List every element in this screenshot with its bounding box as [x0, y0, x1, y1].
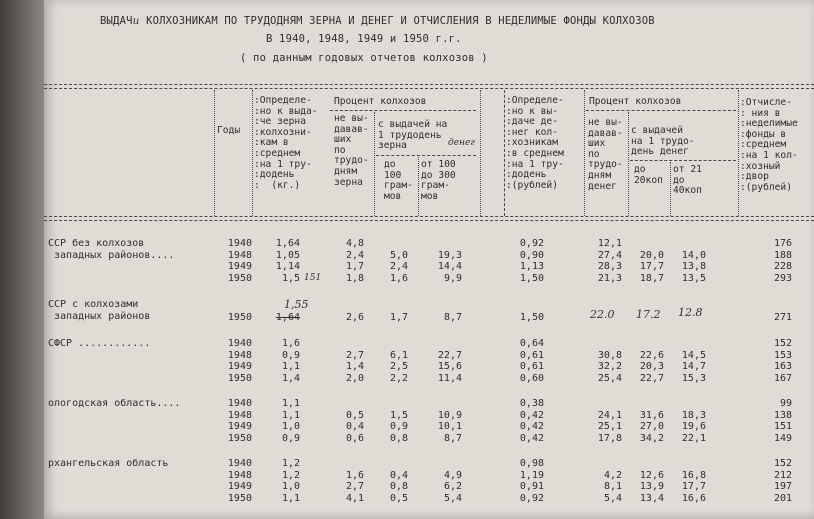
handwritten-money-none: 22.0	[590, 308, 615, 321]
cell-money-none: 12,1 27,4 28,3 21,3	[597, 238, 622, 284]
header-grain-upto-100: до 100 грам- мов	[384, 159, 413, 202]
header-grain-100-300: от 100 до 300 грам- мов	[421, 159, 456, 202]
col-sep	[504, 90, 505, 216]
col-sep	[214, 90, 215, 216]
cell-grain-none: 1,6 2,7 4,1	[345, 469, 364, 504]
cell-money-21-40: 14,0 13,8 13,5	[681, 249, 706, 284]
page-subtitle-source: ( по данным годовых отчетов колхозов )	[240, 52, 488, 64]
row-label: ологодская область....	[48, 398, 181, 409]
header-money-per-day: :Определе- :но к вы- :даче де- :нег кол- :хозникам :в среднем :на 1 тру- :додень :(рублей)	[506, 95, 564, 191]
cell-grain-upto-100: 6,1 2,5 2,2	[389, 349, 408, 384]
row-label: рхангельская область	[48, 458, 169, 469]
cell-money-upto-20: 12,6 13,9 13,4	[639, 469, 664, 504]
header-money-group: Процент колхозов	[589, 96, 682, 107]
grain-group-rule	[330, 110, 476, 111]
cell-funds: 152 153 163 167	[773, 338, 792, 384]
row-label: СФСР ............	[48, 338, 151, 349]
cell-grain: 1,2 1,2 1,0 1,1	[281, 458, 300, 504]
col-sep	[418, 157, 419, 216]
row-label: ССР с колхозами западных районов	[48, 299, 151, 322]
cell-money: 0,38 0,42 0,42 0,42	[519, 398, 544, 444]
header-grain-none: не вы- давав- ших по трудо- дням зерна	[334, 113, 369, 188]
cell-money-21-40: 16,8 17,7 16,6	[681, 469, 706, 504]
col-sep	[252, 90, 253, 216]
header-money-21-40: от 21 до 40коп	[673, 164, 702, 197]
cell-money: 0,64 0,61 0,61 0,60	[519, 338, 544, 384]
header-money-none: не вы- давав- ших по трудо- дням денег	[588, 117, 623, 192]
cell-grain-100-300: 22,7 15,6 11,4	[437, 349, 462, 384]
cell-funds: 176 188 228 293	[773, 238, 792, 284]
cell-grain: 1,64 1,05 1,14 1,5	[275, 238, 300, 284]
cell-money-none: 30,8 32,2 25,4	[597, 349, 622, 384]
cell-money-21-40: 14,5 14,7 15,3	[681, 349, 706, 384]
cell-funds: 99 138 151 149	[773, 398, 792, 444]
col-sep	[374, 112, 375, 216]
cell-grain: 1,64	[275, 312, 300, 323]
header-grain-handwritten: денег	[448, 138, 475, 148]
cell-grain-100-300: 8,7	[443, 312, 462, 323]
col-sep	[670, 162, 671, 216]
header-bottom-rule-2	[44, 220, 814, 221]
cell-funds: 152 212 197 201	[773, 458, 792, 504]
handwritten-correction: 1,55	[284, 298, 309, 311]
row-years: 1950	[227, 312, 252, 323]
grain-sub-rule	[376, 155, 476, 156]
row-years: 1940 1948 1949 1950	[227, 338, 252, 384]
cell-grain-upto-100: 1,7	[389, 312, 408, 323]
col-sep	[584, 90, 585, 216]
cell-money-21-40: 18,3 19,6 22,1	[681, 409, 706, 444]
row-years: 1940 1948 1949 1950	[227, 458, 252, 504]
header-grain-sub: с выдачей на 1 трудодень зерна	[378, 119, 448, 152]
table-top-rule-2	[44, 88, 814, 89]
cell-money-none: 24,1 25,1 17,8	[597, 409, 622, 444]
cell-funds: 271	[773, 312, 792, 323]
money-group-rule	[586, 110, 736, 111]
page-subtitle-years: В 1940, 1948, 1949 и 1950 г.г.	[266, 33, 462, 45]
cell-money-upto-20: 31,6 27,0 34,2	[639, 409, 664, 444]
cell-money: 0,98 1,19 0,91 0,92	[519, 458, 544, 504]
cell-grain-none: 2,6	[345, 312, 364, 323]
row-years: 1940 1948 1949 1950	[227, 238, 252, 284]
col-sep	[738, 90, 739, 216]
header-grain-group: Процент колхозов	[334, 96, 427, 107]
cell-grain-none: 2,7 1,4 2,0	[345, 349, 364, 384]
handwritten-money-21-40: 12.8	[678, 306, 703, 319]
row-label: ССР без колхозов западных районов....	[48, 238, 175, 261]
binding-edge	[0, 0, 44, 519]
table-top-rule	[44, 84, 814, 85]
header-money-sub: с выдачей на 1 трудо- день денег	[631, 125, 695, 158]
cell-money-none: 4,2 8,1 5,4	[603, 469, 622, 504]
handwritten-correction: 151	[304, 273, 322, 283]
header-grain-per-day: :Определе- :но к выда- :че зерна :колхозни- :кам в :среднем :на 1 тру- :додень : (кг.)	[254, 95, 318, 191]
handwritten-money-upto-20: 17.2	[636, 308, 661, 321]
cell-grain-none: 4,8 2,4 1,7 1,8	[345, 238, 364, 284]
header-funds: :Отчисле- : ния в :неделимые :фонды в :среднем :на 1 кол- :хозный :двор :(рублей)	[740, 97, 798, 193]
cell-grain: 1,6 0,9 1,1 1,4	[281, 338, 300, 384]
col-sep	[628, 112, 629, 216]
cell-money-upto-20: 22,6 20,3 22,7	[639, 349, 664, 384]
cell-grain-100-300: 10,9 10,1 8,7	[437, 409, 462, 444]
cell-money: 1,50	[519, 312, 544, 323]
cell-grain-none: 0,5 0,4 0,6	[345, 409, 364, 444]
header-bottom-rule	[44, 216, 814, 217]
cell-grain: 1,1 1,1 1,0 0,9	[281, 398, 300, 444]
cell-money-upto-20: 20,0 17,7 18,7	[639, 249, 664, 284]
cell-grain-upto-100: 1,5 0,9 0,8	[389, 409, 408, 444]
cell-grain-upto-100: 0,4 0,8 0,5	[389, 469, 408, 504]
page-title: ВЫДАЧи КОЛХОЗНИКАМ ПО ТРУДОДНЯМ ЗЕРНА И ДЕНЕГ И ОТЧИСЛЕНИЯ В НЕДЕЛИМЫЕ ФОНДЫ КОЛХОЗОВ	[100, 15, 655, 27]
header-years: Годы	[217, 125, 241, 136]
header-money-upto-20: до 20коп	[634, 164, 663, 186]
cell-grain-upto-100: 5,0 2,4 1,6	[389, 249, 408, 284]
cell-grain-100-300: 19,3 14,4 9,9	[437, 249, 462, 284]
cell-grain-100-300: 4,9 6,2 5,4	[443, 469, 462, 504]
col-sep	[480, 90, 481, 216]
row-years: 1940 1948 1949 1950	[227, 398, 252, 444]
money-sub-rule	[630, 160, 736, 161]
cell-money: 0,92 0,90 1,13 1,50	[519, 238, 544, 284]
